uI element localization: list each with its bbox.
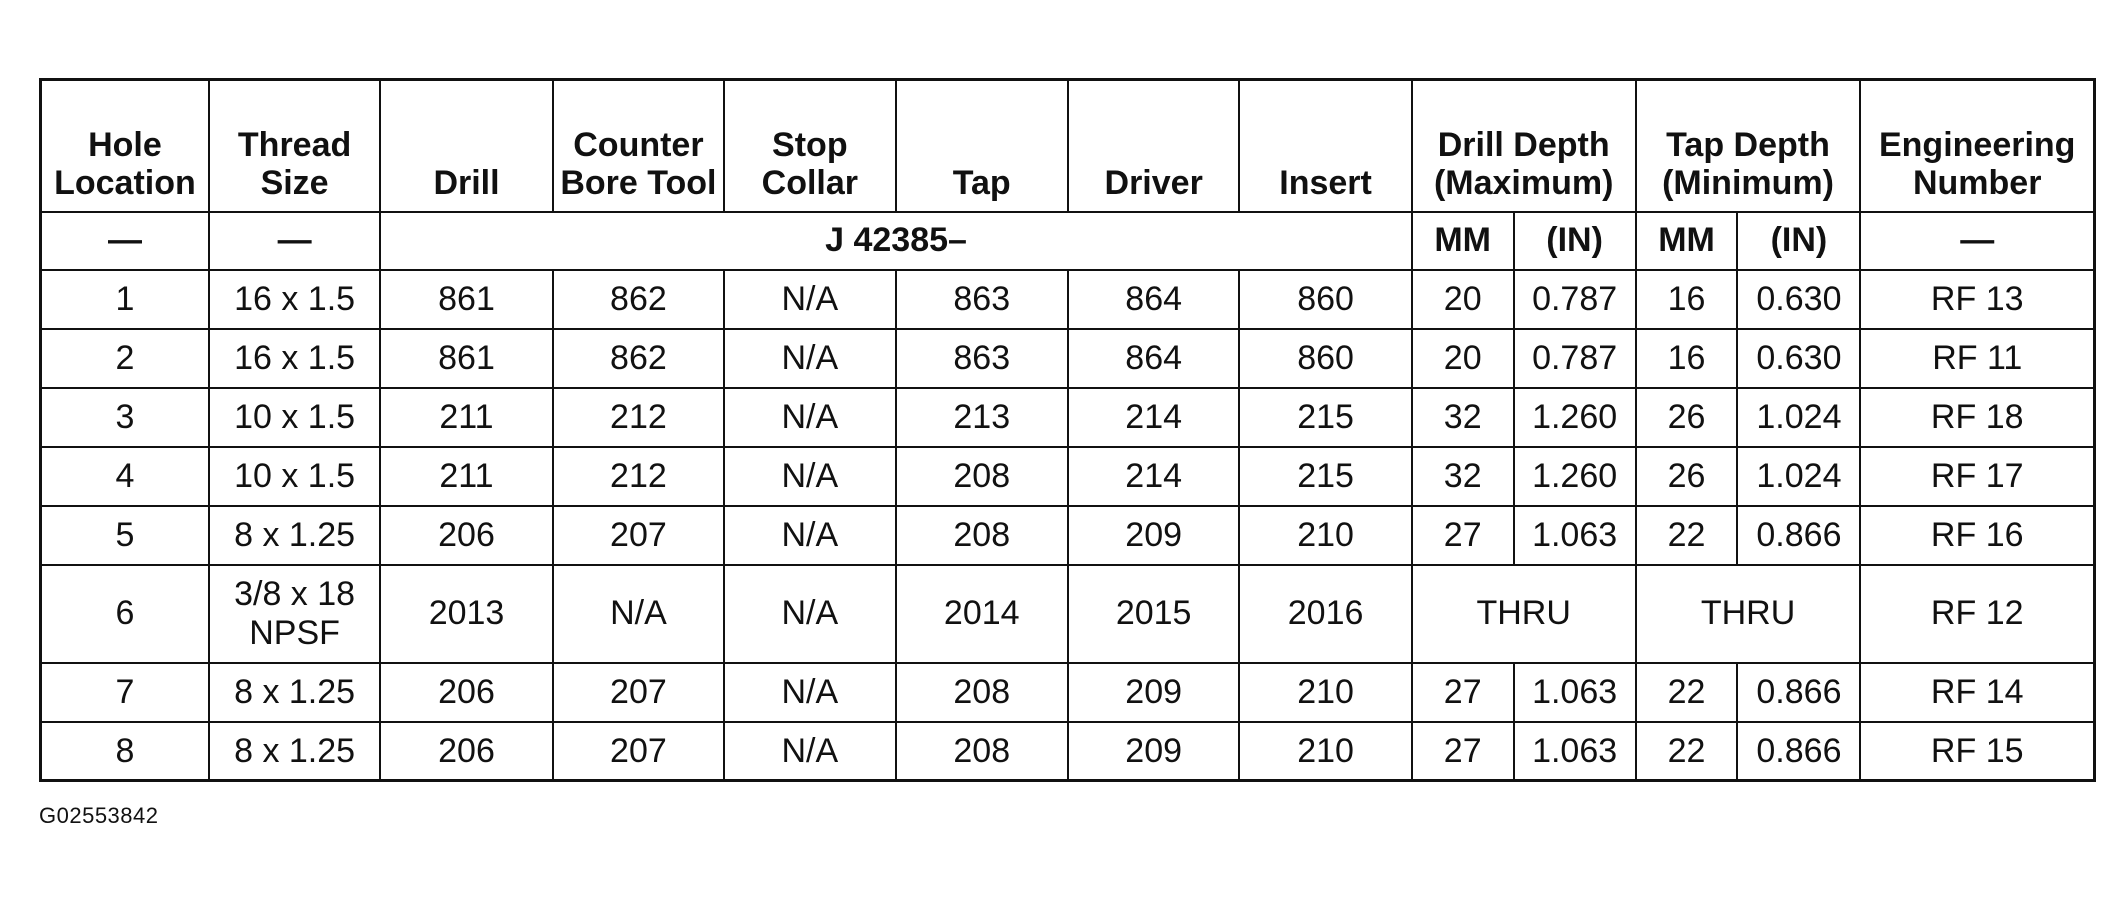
- cell-tap-depth-in: 0.866: [1737, 506, 1860, 565]
- units-drill-mm: MM: [1412, 212, 1514, 270]
- units-thread-size: —: [209, 212, 380, 270]
- cell-drill-depth-in: 0.787: [1514, 270, 1636, 329]
- cell-counter-bore: 862: [553, 329, 724, 388]
- cell-counter-bore: N/A: [553, 565, 724, 663]
- header-hole-location: Hole Location: [41, 80, 209, 212]
- cell-insert: 2016: [1239, 565, 1411, 663]
- cell-counter-bore: 862: [553, 270, 724, 329]
- cell-counter-bore: 212: [553, 447, 724, 506]
- cell-thread: 8 x 1.25: [209, 506, 380, 565]
- units-tap-mm: MM: [1636, 212, 1738, 270]
- cell-tap: 208: [896, 663, 1068, 722]
- table-row: [41, 663, 2095, 722]
- cell-drill-depth-in: 1.260: [1514, 388, 1636, 447]
- cell-stop-collar: N/A: [724, 506, 895, 565]
- cell-counter-bore: 212: [553, 388, 724, 447]
- cell-thread: 8 x 1.25: [209, 663, 380, 722]
- table-row: [41, 506, 2095, 565]
- cell-tap-depth-thru: THRU: [1636, 565, 1861, 663]
- cell-stop-collar: N/A: [724, 447, 895, 506]
- cell-tap-depth-in: 1.024: [1737, 447, 1860, 506]
- cell-tap-depth-mm: 26: [1636, 447, 1738, 506]
- cell-stop-collar: N/A: [724, 270, 895, 329]
- cell-drill-depth-mm: 27: [1412, 663, 1514, 722]
- figure-id-caption: G02553842: [39, 803, 159, 828]
- cell-tap: 208: [896, 447, 1068, 506]
- cell-drill-depth-mm: 20: [1412, 270, 1514, 329]
- cell-tap-depth-in: 0.630: [1737, 270, 1860, 329]
- table-row: [41, 270, 2095, 329]
- units-tool-prefix: J 42385–: [380, 212, 1411, 270]
- units-tap-in: (IN): [1737, 212, 1860, 270]
- cell-engineering-number: RF 14: [1860, 663, 2094, 722]
- cell-driver: 2015: [1068, 565, 1239, 663]
- table-row: [41, 388, 2095, 447]
- cell-thread: 8 x 1.25: [209, 722, 380, 781]
- cell-hole: 8: [41, 722, 209, 781]
- cell-drill: 861: [380, 329, 552, 388]
- table-row: [41, 565, 2095, 663]
- cell-tap: 863: [896, 270, 1068, 329]
- cell-drill-depth-mm: 32: [1412, 447, 1514, 506]
- cell-drill: 211: [380, 388, 552, 447]
- cell-tap-depth-mm: 22: [1636, 722, 1738, 781]
- header-stop-collar: Stop Collar: [724, 80, 895, 212]
- cell-stop-collar: N/A: [724, 663, 895, 722]
- cell-engineering-number: RF 18: [1860, 388, 2094, 447]
- thread-repair-spec-table: [39, 78, 2096, 782]
- cell-tap-depth-in: 0.866: [1737, 663, 1860, 722]
- cell-tap-depth-mm: 16: [1636, 329, 1738, 388]
- cell-hole: 2: [41, 329, 209, 388]
- cell-thread: 3/8 x 18 NPSF: [209, 565, 380, 663]
- cell-drill-depth-in: 1.063: [1514, 663, 1636, 722]
- cell-thread: 10 x 1.5: [209, 447, 380, 506]
- cell-thread: 16 x 1.5: [209, 270, 380, 329]
- cell-stop-collar: N/A: [724, 565, 895, 663]
- cell-driver: 864: [1068, 329, 1239, 388]
- units-row: [41, 212, 2095, 270]
- cell-driver: 214: [1068, 447, 1239, 506]
- cell-drill-depth-mm: 27: [1412, 722, 1514, 781]
- cell-drill: 206: [380, 663, 552, 722]
- cell-tap-depth-in: 1.024: [1737, 388, 1860, 447]
- cell-tap: 2014: [896, 565, 1068, 663]
- cell-drill-depth-in: 0.787: [1514, 329, 1636, 388]
- cell-engineering-number: RF 15: [1860, 722, 2094, 781]
- cell-hole: 7: [41, 663, 209, 722]
- cell-engineering-number: RF 11: [1860, 329, 2094, 388]
- cell-engineering-number: RF 17: [1860, 447, 2094, 506]
- table-row: [41, 722, 2095, 781]
- header-tap-depth: Tap Depth (Minimum): [1636, 80, 1861, 212]
- cell-tap-depth-mm: 16: [1636, 270, 1738, 329]
- header-insert: Insert: [1239, 80, 1411, 212]
- cell-driver: 209: [1068, 663, 1239, 722]
- cell-insert: 210: [1239, 506, 1411, 565]
- cell-drill: 861: [380, 270, 552, 329]
- cell-tap: 208: [896, 722, 1068, 781]
- units-drill-in: (IN): [1514, 212, 1636, 270]
- cell-stop-collar: N/A: [724, 388, 895, 447]
- cell-tap-depth-mm: 22: [1636, 663, 1738, 722]
- cell-insert: 210: [1239, 722, 1411, 781]
- header-drill: Drill: [380, 80, 552, 212]
- units-engineering-number: —: [1860, 212, 2094, 270]
- cell-counter-bore: 207: [553, 722, 724, 781]
- table-row: [41, 329, 2095, 388]
- cell-drill-depth-mm: 27: [1412, 506, 1514, 565]
- cell-driver: 864: [1068, 270, 1239, 329]
- header-row: [41, 80, 2095, 212]
- cell-tap-depth-in: 0.866: [1737, 722, 1860, 781]
- cell-tap-depth-mm: 22: [1636, 506, 1738, 565]
- cell-tap: 208: [896, 506, 1068, 565]
- cell-driver: 214: [1068, 388, 1239, 447]
- cell-drill-depth-in: 1.260: [1514, 447, 1636, 506]
- header-driver: Driver: [1068, 80, 1239, 212]
- cell-stop-collar: N/A: [724, 329, 895, 388]
- cell-engineering-number: RF 13: [1860, 270, 2094, 329]
- cell-thread: 10 x 1.5: [209, 388, 380, 447]
- cell-counter-bore: 207: [553, 663, 724, 722]
- table-row: [41, 447, 2095, 506]
- cell-insert: 860: [1239, 270, 1411, 329]
- header-counter-bore-tool: Counter Bore Tool: [553, 80, 724, 212]
- cell-hole: 6: [41, 565, 209, 663]
- cell-tap-depth-mm: 26: [1636, 388, 1738, 447]
- cell-drill-depth-mm: 32: [1412, 388, 1514, 447]
- cell-drill: 211: [380, 447, 552, 506]
- cell-drill: 2013: [380, 565, 552, 663]
- cell-insert: 215: [1239, 388, 1411, 447]
- cell-drill-depth-in: 1.063: [1514, 722, 1636, 781]
- header-thread-size: Thread Size: [209, 80, 380, 212]
- cell-thread: 16 x 1.5: [209, 329, 380, 388]
- cell-tap: 863: [896, 329, 1068, 388]
- cell-drill: 206: [380, 506, 552, 565]
- cell-tap: 213: [896, 388, 1068, 447]
- cell-counter-bore: 207: [553, 506, 724, 565]
- cell-drill-depth-in: 1.063: [1514, 506, 1636, 565]
- cell-engineering-number: RF 16: [1860, 506, 2094, 565]
- cell-driver: 209: [1068, 722, 1239, 781]
- cell-hole: 3: [41, 388, 209, 447]
- cell-insert: 215: [1239, 447, 1411, 506]
- specification-table-container: [39, 78, 2096, 782]
- cell-insert: 860: [1239, 329, 1411, 388]
- header-engineering-number: Engineering Number: [1860, 80, 2094, 212]
- cell-hole: 4: [41, 447, 209, 506]
- cell-tap-depth-in: 0.630: [1737, 329, 1860, 388]
- header-tap: Tap: [896, 80, 1068, 212]
- header-drill-depth: Drill Depth (Maximum): [1412, 80, 1636, 212]
- cell-drill-depth-thru: THRU: [1412, 565, 1636, 663]
- cell-hole: 5: [41, 506, 209, 565]
- cell-drill-depth-mm: 20: [1412, 329, 1514, 388]
- cell-stop-collar: N/A: [724, 722, 895, 781]
- cell-hole: 1: [41, 270, 209, 329]
- cell-engineering-number: RF 12: [1860, 565, 2094, 663]
- cell-driver: 209: [1068, 506, 1239, 565]
- cell-drill: 206: [380, 722, 552, 781]
- units-hole-location: —: [41, 212, 209, 270]
- cell-insert: 210: [1239, 663, 1411, 722]
